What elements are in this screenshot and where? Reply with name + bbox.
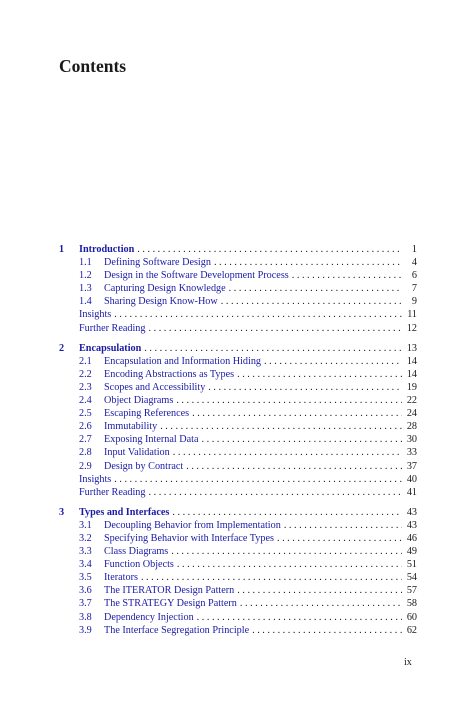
dot-leader [284, 519, 402, 532]
toc-section[interactable] [59, 295, 417, 308]
dot-leader [237, 584, 402, 597]
toc-further-reading[interactable] [59, 322, 417, 335]
toc-section[interactable] [59, 532, 417, 545]
page-number: 7 [411, 283, 417, 295]
page-number: 13 [406, 342, 417, 354]
toc-section[interactable] [59, 558, 417, 571]
page-number: 11 [407, 309, 417, 321]
chapter-title: Introduction [79, 244, 135, 255]
page-number: 1 [411, 244, 417, 255]
section-number: 2.1 [79, 355, 92, 367]
dot-leader [177, 558, 402, 571]
dot-leader [292, 269, 402, 282]
section-number: 2.3 [79, 381, 92, 393]
dot-leader [114, 473, 402, 486]
section-title: Exposing Internal Data [104, 434, 199, 446]
dot-leader [144, 342, 402, 355]
dot-leader [172, 506, 402, 519]
section-number: 3.5 [79, 572, 92, 584]
section-title: Input Validation [104, 447, 170, 459]
page-number: 37 [406, 460, 417, 472]
section-title: Immutability [104, 421, 158, 433]
section-number: 3.1 [79, 519, 92, 531]
page-number: 62 [406, 624, 417, 636]
further-reading-title: Further Reading [79, 486, 146, 498]
dot-leader [240, 597, 402, 610]
dot-leader [229, 282, 402, 295]
dot-leader [192, 407, 402, 420]
chapter-title: Types and Interfaces [79, 506, 170, 518]
dot-leader [160, 420, 402, 433]
section-number: 2.4 [79, 395, 92, 407]
dot-leader [149, 322, 403, 335]
section-number: 1.2 [79, 270, 92, 282]
dot-leader [277, 532, 402, 545]
toc-section[interactable] [59, 597, 417, 610]
dot-leader [114, 308, 402, 321]
page-number: 51 [406, 559, 417, 571]
toc-section[interactable] [59, 407, 417, 420]
toc-chapter-heading[interactable] [59, 342, 417, 355]
toc-section[interactable] [59, 460, 417, 473]
section-number: 3.8 [79, 611, 92, 623]
chapter-number: 2 [59, 342, 65, 354]
toc-section[interactable] [59, 571, 417, 584]
page-number: 12 [406, 322, 417, 334]
dot-leader [176, 394, 402, 407]
dot-leader [149, 486, 403, 499]
page-number: 41 [406, 486, 417, 498]
page-number: 43 [406, 519, 417, 531]
section-number: 1.4 [79, 296, 92, 308]
section-number: 3.3 [79, 546, 92, 558]
toc-section[interactable] [59, 624, 417, 637]
section-title: The ITERATOR Design Pattern [104, 585, 235, 597]
toc-chapter-heading[interactable] [59, 506, 417, 519]
toc-chapter-2 [59, 342, 417, 499]
toc-section[interactable] [59, 420, 417, 433]
section-number: 1.3 [79, 283, 92, 295]
page-number: 58 [406, 598, 417, 610]
dot-leader [264, 355, 402, 368]
section-title: Specifying Behavior with Interface Types [104, 532, 274, 544]
section-number: 3.7 [79, 598, 92, 610]
section-title: Design in the Software Development Process [104, 270, 289, 282]
toc-section[interactable] [59, 381, 417, 394]
toc-section[interactable] [59, 256, 417, 269]
section-title: Encapsulation and Information Hiding [104, 355, 262, 367]
dot-leader [237, 368, 402, 381]
dot-leader [171, 545, 402, 558]
toc-section[interactable] [59, 519, 417, 532]
section-number: 3.2 [79, 532, 92, 544]
section-title: Sharing Design Know-How [104, 296, 218, 308]
toc-insights[interactable] [59, 308, 417, 321]
section-number: 3.4 [79, 559, 92, 571]
page-number: 22 [406, 395, 417, 407]
page-number: 6 [411, 270, 417, 282]
chapter-title: Encapsulation [79, 342, 142, 354]
page-number: 14 [406, 355, 417, 367]
page-number: 40 [406, 473, 417, 485]
toc-section[interactable] [59, 545, 417, 558]
page-number: 19 [406, 381, 417, 393]
section-title: The Interface Segregation Principle [104, 624, 250, 636]
page-number: 46 [406, 532, 417, 544]
section-number: 2.6 [79, 421, 92, 433]
page-number: 57 [406, 585, 417, 597]
section-title: The STRATEGY Design Pattern [104, 598, 237, 610]
section-title: Design by Contract [104, 460, 184, 472]
toc-section[interactable] [59, 355, 417, 368]
toc-section[interactable] [59, 446, 417, 459]
page-number: 4 [411, 257, 417, 269]
section-number: 2.2 [79, 368, 92, 380]
insights-title: Insights [79, 309, 112, 321]
dot-leader [186, 460, 402, 473]
dot-leader [202, 433, 403, 446]
dot-leader [173, 446, 402, 459]
toc-section[interactable] [59, 611, 417, 624]
toc-insights[interactable] [59, 473, 417, 486]
section-title: Object Diagrams [104, 395, 174, 407]
toc-section[interactable] [59, 433, 417, 446]
section-title: Encoding Abstractions as Types [104, 368, 235, 380]
dot-leader [252, 624, 402, 637]
page-number: 28 [406, 421, 417, 433]
toc-chapter-1 [59, 243, 417, 335]
dot-leader [221, 295, 402, 308]
page-number: 33 [406, 447, 417, 459]
page-number: 14 [406, 368, 417, 380]
page-title: Contents [59, 56, 127, 76]
section-number: 2.5 [79, 408, 92, 420]
toc-section[interactable] [59, 282, 417, 295]
toc-section[interactable] [59, 584, 417, 597]
section-title: Dependency Injection [104, 611, 194, 623]
folio-page-number: ix [404, 657, 412, 668]
page-number: 54 [406, 572, 417, 584]
section-title: Decoupling Behavior from Implementation [104, 519, 281, 531]
dot-leader [197, 611, 402, 624]
section-title: Iterators [104, 572, 138, 584]
page-number: 30 [406, 434, 417, 446]
section-number: 3.6 [79, 585, 92, 597]
section-number: 3.9 [79, 624, 92, 636]
chapter-number: 1 [59, 244, 65, 255]
further-reading-title: Further Reading [79, 322, 146, 334]
toc-chapter-heading[interactable] [59, 243, 417, 256]
toc-further-reading[interactable] [59, 486, 417, 499]
page-number: 9 [411, 296, 417, 308]
toc-section[interactable] [59, 368, 417, 381]
section-number: 1.1 [79, 257, 92, 269]
section-title: Defining Software Design [104, 257, 211, 269]
section-title: Capturing Design Knowledge [104, 283, 226, 295]
section-title: Scopes and Accessibility [104, 381, 206, 393]
dot-leader [214, 256, 402, 269]
section-title: Function Objects [104, 559, 174, 571]
page-number: 49 [406, 546, 417, 558]
toc-section[interactable] [59, 269, 417, 282]
insights-title: Insights [79, 473, 112, 485]
table-of-contents [59, 243, 417, 644]
dot-leader [208, 381, 402, 394]
toc-section[interactable] [59, 394, 417, 407]
section-number: 2.7 [79, 434, 92, 446]
section-title: Class Diagrams [104, 546, 169, 558]
page-number: 43 [406, 506, 417, 518]
page-number: 60 [406, 611, 417, 623]
chapter-number: 3 [59, 506, 65, 518]
section-number: 2.9 [79, 460, 92, 472]
section-number: 2.8 [79, 447, 92, 459]
dot-leader [141, 571, 402, 584]
section-title: Escaping References [104, 408, 190, 420]
page-number: 24 [406, 408, 417, 420]
toc-chapter-3 [59, 506, 417, 637]
dot-leader [137, 243, 402, 256]
